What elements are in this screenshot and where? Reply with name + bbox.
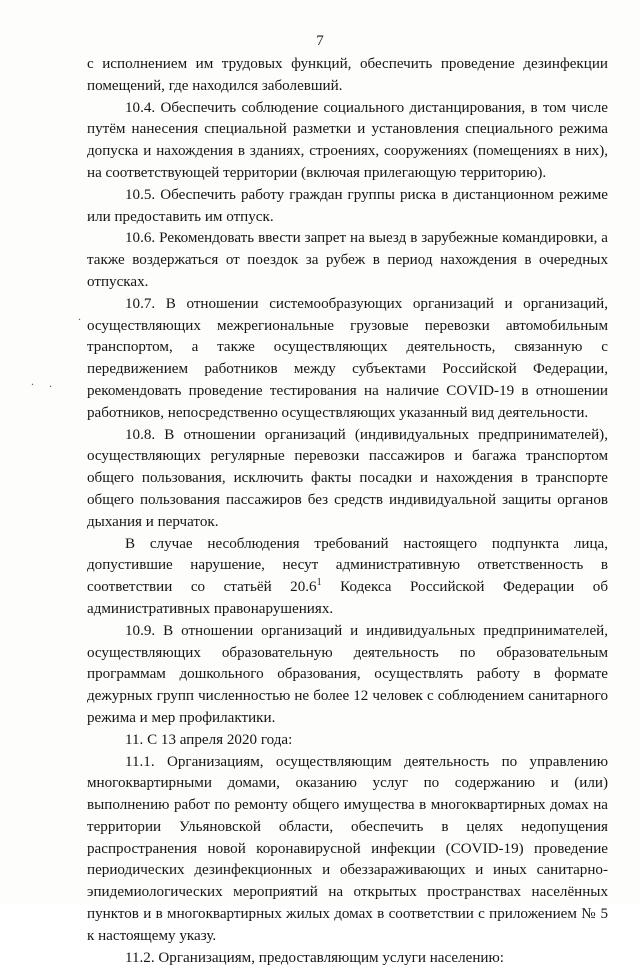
paragraph-11-1: 11.1. Организациям, осуществляющим деятельность по управлению многоквартирными домами, оказанию услуг по содержанию и (или) выполнению работ по ремонту общего имущества в многоквартирных домах на территории Ульяновской области, обеспечить в целях недопущения распространения новой коронавирусной инфекции (COVID-19) проведение периодических дезинфекционных и обеззараживающих и иных санитарно-эпидемиологических мероприятий на открытых пространствах населённых пунктов и в многоквартирных жилых домах в соответствии с приложением № 5 к настоящему указу. <box>87 753 608 944</box>
paragraph-continuation: с исполнением им трудовых функций, обеспечить проведение дезинфекции помещений, где находился заболевший. <box>87 56 608 94</box>
liability-text-end: Кодекса Российской Федерации об административных правонарушениях. <box>87 579 608 617</box>
paragraph-10-7: 10.7. В отношении системообразующих организаций и организаций, осуществляющих межрегиональные грузовые перевозки автомобильным транспортом, а также осуществляющих деятельность, связанную с передвижением работников между субъектами Российской Федерации, рекомендовать проведение тестирования на наличие COVID-19 в отношении работников, непосредственно осуществляющих указанный вид деятельности. <box>87 295 608 421</box>
paragraph-10-4: 10.4. Обеспечить соблюдение социального дистанцирования, в том числе путём нанесения специальной разметки и установления специального режима допуска и нахождения в зданиях, строениях, сооружениях (помещениях в них), на соответствующей территории (включая прилегающую территорию). <box>87 99 608 181</box>
paragraph-10-9: 10.9. В отношении организаций и индивидуальных предпринимателей, осуществляющих образовательную деятельность по образовательным программам дошкольного образования, осуществлять работу в формате дежурных групп численностью не более 12 человек с соблюдением санитарного режима и мер профилактики. <box>87 622 608 726</box>
article-superscript: 1 <box>316 577 322 589</box>
page-number: 7 <box>316 33 324 49</box>
paragraph-liability <box>87 534 608 621</box>
paragraph-11: 11. С 13 апреля 2020 года: <box>125 731 293 748</box>
scan-mark: . <box>31 374 34 388</box>
scan-mark: . <box>49 376 52 390</box>
paragraph-11-2: 11.2. Организациям, предоставляющим услуги населению: <box>125 949 504 966</box>
document-body <box>87 54 608 969</box>
paragraph-10-6: 10.6. Рекомендовать ввести запрет на выезд в зарубежные командировки, а также воздержаться от поездок за рубеж в период нахождения в очередных отпусках. <box>87 230 608 290</box>
paragraph-10-5: 10.5. Обеспечить работу граждан группы риска в дистанционном режиме или предоставить им отпуск. <box>87 186 608 225</box>
liability-text: В случае несоблюдения требований настоящего подпункта лица, допустившие нарушение, несут административную ответственность в соответствии со статьёй 20.6 <box>87 535 608 596</box>
scan-mark: . <box>78 309 81 323</box>
paragraph-10-8: 10.8. В отношении организаций (индивидуальных предпринимателей), осуществляющих регулярные перевозки пассажиров и багажа транспортом общего пользования, исключить факты посадки и нахождения в транспорте общего пользования пассажиров без средств индивидуальной защиты органов дыхания и перчаток. <box>87 426 608 530</box>
